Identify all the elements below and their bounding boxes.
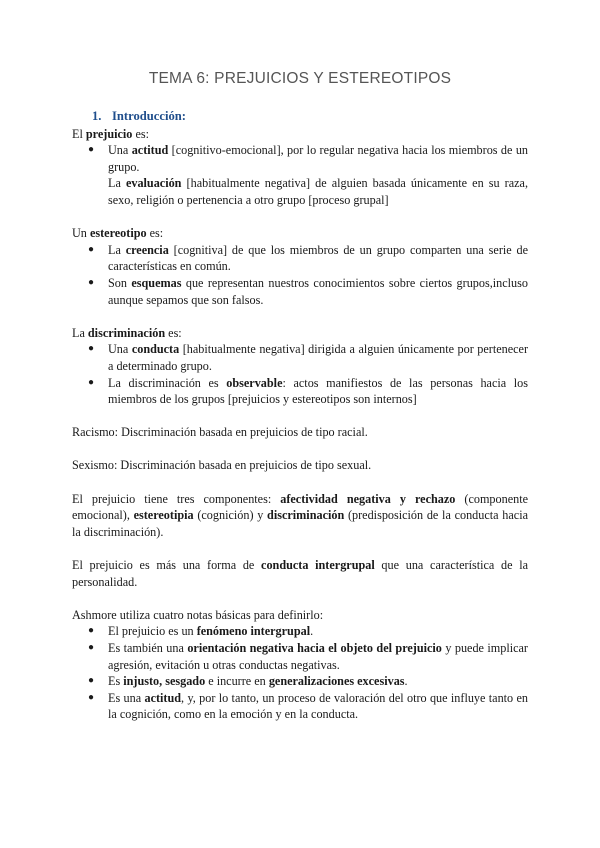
- section-heading: [92, 108, 528, 125]
- sexismo-paragraph: Sexismo: Discriminación basada en prejuicios de tipo sexual.: [72, 458, 372, 473]
- bullet-icon: ●: [88, 144, 95, 156]
- estereotipo-intro: Un estereotipo es:: [72, 226, 164, 241]
- section-number: 1.: [92, 109, 102, 123]
- list-item: ● La discriminación es observable: actos manifiestos de las personas hacia los miembros de los grupos [prejuicios y estereotipos son internos]: [88, 375, 529, 407]
- intergrupal-paragraph: El prejuicio es más una forma de conducta intergrupal que una característica de la personalidad.: [72, 558, 529, 589]
- list-item: ● Es también una orientación negativa hacia el objeto del prejuicio y puede implicar agresión, evitación u otras conductas negativas.: [88, 641, 528, 672]
- bullet-icon: ●: [88, 675, 95, 687]
- bullet-icon: ●: [88, 625, 95, 637]
- bullet-icon: ●: [88, 376, 95, 388]
- list-item: ● Es una actitud, y, por lo tanto, un proceso de valoración del otro que influye tanto en la cognición, como en la emoción y en la conducta.: [88, 690, 528, 722]
- bullet-icon: ●: [88, 343, 95, 355]
- discriminacion-list: [72, 341, 528, 407]
- bullet-icon: ●: [88, 691, 95, 703]
- ashmore-intro: Ashmore utiliza cuatro notas básicas para definirlo:: [72, 607, 324, 622]
- section-label: Introducción:: [112, 109, 186, 123]
- list-item: ● La creencia [cognitiva] de que los miembros de un grupo comparten una serie de características en común.: [88, 242, 529, 274]
- ashmore-list: [72, 623, 528, 723]
- document-body: [72, 108, 528, 723]
- componentes-paragraph: El prejuicio tiene tres componentes: afectividad negativa y rechazo (componente emocional), estereotipia (cognición) y discriminación (predisposición de la conducta hacia la discriminación).: [72, 491, 529, 539]
- estereotipo-list: [72, 242, 528, 308]
- list-item: ● El prejuicio es un fenómeno intergrupal.: [88, 624, 314, 639]
- list-item: ● Son esquemas que representan nuestros conocimientos sobre ciertos grupos,incluso aunque sepamos que son falsos.: [88, 275, 528, 307]
- prejuicio-intro: El prejuicio es:: [72, 126, 149, 141]
- list-item: ● Es injusto, sesgado e incurre en generalizaciones excesivas.: [88, 674, 408, 689]
- bullet-icon: ●: [88, 642, 95, 653]
- list-item: ● Una actitud [cognitivo-emocional], por lo regular negativa hacia los miembros de un grupo.: [88, 143, 529, 174]
- discriminacion-intro: La discriminación es:: [72, 325, 182, 340]
- bullet-icon: ●: [88, 243, 95, 255]
- list-item: ● Una conducta [habitualmente negativa] dirigida a alguien únicamente por pertenecer a determinado grupo.: [88, 342, 528, 373]
- prejuicio-list: [72, 142, 528, 175]
- bullet-icon: ●: [88, 276, 95, 288]
- list-item-continuation: La evaluación [habitualmente negativa] de alguien basada únicamente en su raza, sexo, religión o pertenencia a otro grupo [proceso grupal]: [108, 176, 528, 207]
- racismo-paragraph: Racismo: Discriminación basada en prejuicios de tipo racial.: [72, 425, 368, 440]
- page-title: TEMA 6: PREJUICIOS Y ESTEREOTIPOS: [148, 70, 452, 87]
